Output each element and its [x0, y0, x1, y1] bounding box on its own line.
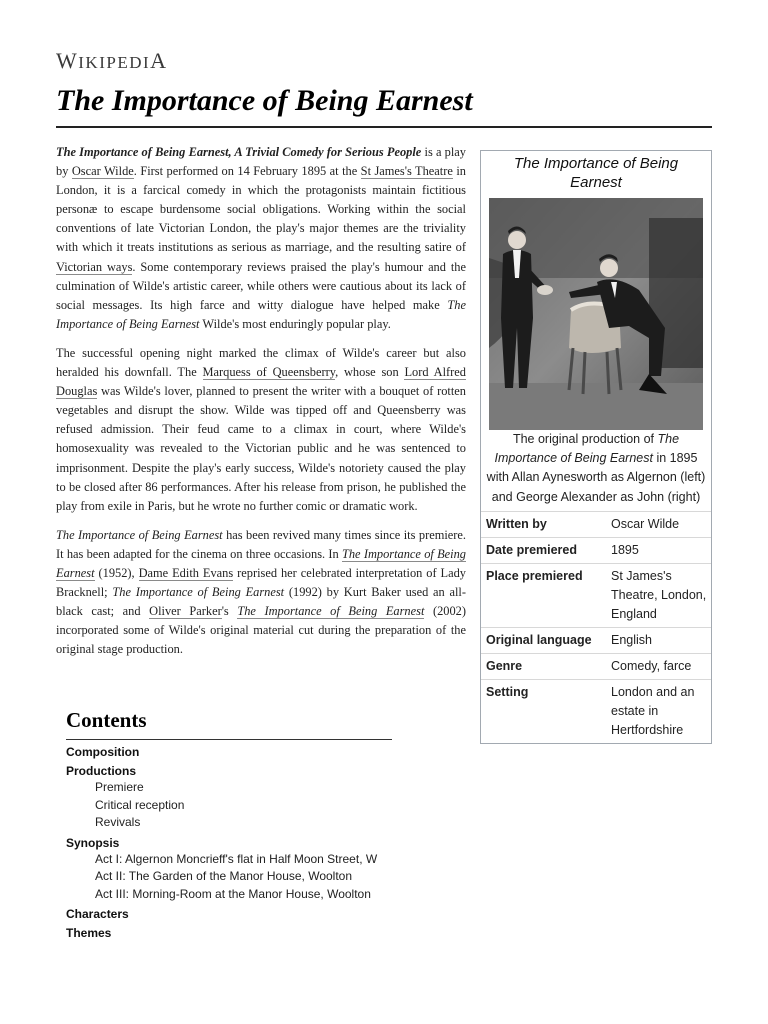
infobox-value: Oscar Wilde: [611, 516, 680, 531]
toc-heading: Contents: [66, 708, 392, 740]
infobox-label: Genre: [486, 658, 523, 673]
italic-title: The Importance of Being Earnest: [112, 585, 285, 600]
infobox-title: The Importance of Being Earnest: [513, 155, 679, 191]
infobox-row: [481, 511, 711, 537]
infobox-label: Setting: [486, 684, 529, 699]
infobox-value: Comedy, farce: [611, 658, 692, 673]
infobox-label: Place premiered: [486, 568, 583, 583]
toc-section: [66, 925, 392, 941]
toc-subitem[interactable]: Act III: Morning-Room at the Manor House, Woolton: [95, 886, 371, 901]
infobox-row: [481, 627, 711, 653]
inline-link[interactable]: St James's Theatre: [360, 164, 453, 179]
toc-section: [66, 906, 392, 922]
infobox-row: [481, 537, 711, 563]
article-intro: [56, 143, 466, 669]
infobox: [480, 150, 712, 744]
inline-link[interactable]: The Importance of Being Earnest: [56, 546, 466, 580]
infobox-value: English: [611, 632, 652, 647]
page-title: The Importance of Being Earnest: [56, 84, 473, 117]
infobox-row: [481, 679, 711, 743]
inline-link[interactable]: Oscar Wilde: [71, 164, 134, 179]
toc-section: [66, 763, 392, 832]
table-of-contents: [66, 708, 392, 941]
toc-item[interactable]: Characters: [66, 907, 129, 921]
toc-section: [66, 744, 392, 760]
inline-link[interactable]: Lord Alfred Douglas: [56, 365, 467, 399]
toc-section: [66, 835, 392, 904]
toc-item[interactable]: Composition: [66, 745, 140, 759]
infobox-label: Written by: [486, 516, 547, 531]
italic-title: The Importance of Being Earnest: [494, 432, 680, 466]
inline-link[interactable]: Marquess of Queensberry: [202, 365, 336, 380]
infobox-label: Date premiered: [486, 542, 578, 557]
infobox-label: Original language: [486, 632, 592, 647]
production-photo[interactable]: [489, 198, 703, 430]
toc-item[interactable]: Synopsis: [66, 835, 120, 850]
intro-paragraph-2: The successful opening night marked the climax of Wilde's career but also heralded his downfall. The Marquess of Queensberry, whose son Lord Alfred Douglas was Wilde's lover, planned to present the writer with a bouquet of rotten vegetables and disrupt the show. Wilde was tipped off and Queensberry was refused admission. Their feud came to a climax in court, where Wilde's homosexuality was revealed to the Victorian public and he was sentenced to imprisonment. Despite the play's early success, Wilde's notoriety caused the play to be closed after 86 performances. After his release from prison, he published the play from exile in Paris, but he wrote no further comic or dramatic work.: [56, 345, 467, 513]
inline-link[interactable]: Victorian ways: [56, 259, 133, 274]
infobox-rows: [481, 511, 711, 743]
toc-subitem[interactable]: Act I: Algernon Moncrieff's flat in Half Moon Street, W: [95, 851, 378, 866]
inline-link[interactable]: The Importance of Being Earnest: [237, 604, 425, 619]
infobox-value: St James's Theatre, London, England: [611, 568, 707, 621]
intro-paragraph-1: The Importance of Being Earnest, A Trivial Comedy for Serious People is a play by Oscar Wilde. First performed on 14 February 1895 at the St James's Theatre in London, it is a farcical comedy in which the protagonists maintain fictitious personæ to escape burdensome social obligations. Working within the social conventions of late Victorian London, the play's major themes are the triviality with which it treats institutions as serious as marriage, and the resulting satire of Victorian ways. Some contemporary reviews praised the play's humour and the culmination of Wilde's artistic career, while others were cautious about its lack of social messages. Its high farce and witty dialogue have helped make The Importance of Being Earnest Wilde's most enduringly popular play.: [56, 145, 466, 331]
italic-title: The Importance of Being Earnest: [56, 297, 466, 331]
toc-subitem[interactable]: Revivals: [95, 815, 141, 829]
infobox-caption: The original production of The Importance of Being Earnest in 1895 with Allan Aynesworth as Algernon (left) and George Alexander as John (right): [486, 432, 706, 504]
toc-subitem[interactable]: Premiere: [95, 780, 144, 794]
intro-paragraph-3: The Importance of Being Earnest has been revived many times since its premiere. It has been adapted for the cinema on three occasions. In The Importance of Being Earnest (1952), Dame Edith Evans reprised her celebrated interpretation of Lady Bracknell; The Importance of Being Earnest (1992) by Kurt Baker used an all-black cast; and Oliver Parker's The Importance of Being Earnest (2002) incorporated some of Wilde's original material cut during the preparation of the original stage production.: [56, 527, 467, 657]
italic-title: The Importance of Being Earnest: [56, 527, 223, 542]
lead-title: The Importance of Being Earnest, A Trivial Comedy for Serious People: [56, 145, 422, 159]
toc-subitem[interactable]: Act II: The Garden of the Manor House, Woolton: [95, 869, 353, 883]
infobox-row: [481, 563, 711, 627]
wikipedia-wordmark[interactable]: WIKIPEDIA: [56, 48, 168, 73]
title-divider: [56, 126, 712, 128]
inline-link[interactable]: Oliver Parker: [149, 604, 222, 619]
toc-item[interactable]: Productions: [66, 764, 137, 778]
infobox-value: 1895: [611, 542, 639, 557]
inline-link[interactable]: Dame Edith Evans: [138, 565, 234, 580]
toc-subitem[interactable]: Critical reception: [95, 797, 185, 812]
infobox-value: London and an estate in Hertfordshire: [611, 684, 695, 737]
toc-list: [66, 744, 392, 941]
toc-item[interactable]: Themes: [66, 926, 112, 940]
infobox-row: [481, 653, 711, 679]
